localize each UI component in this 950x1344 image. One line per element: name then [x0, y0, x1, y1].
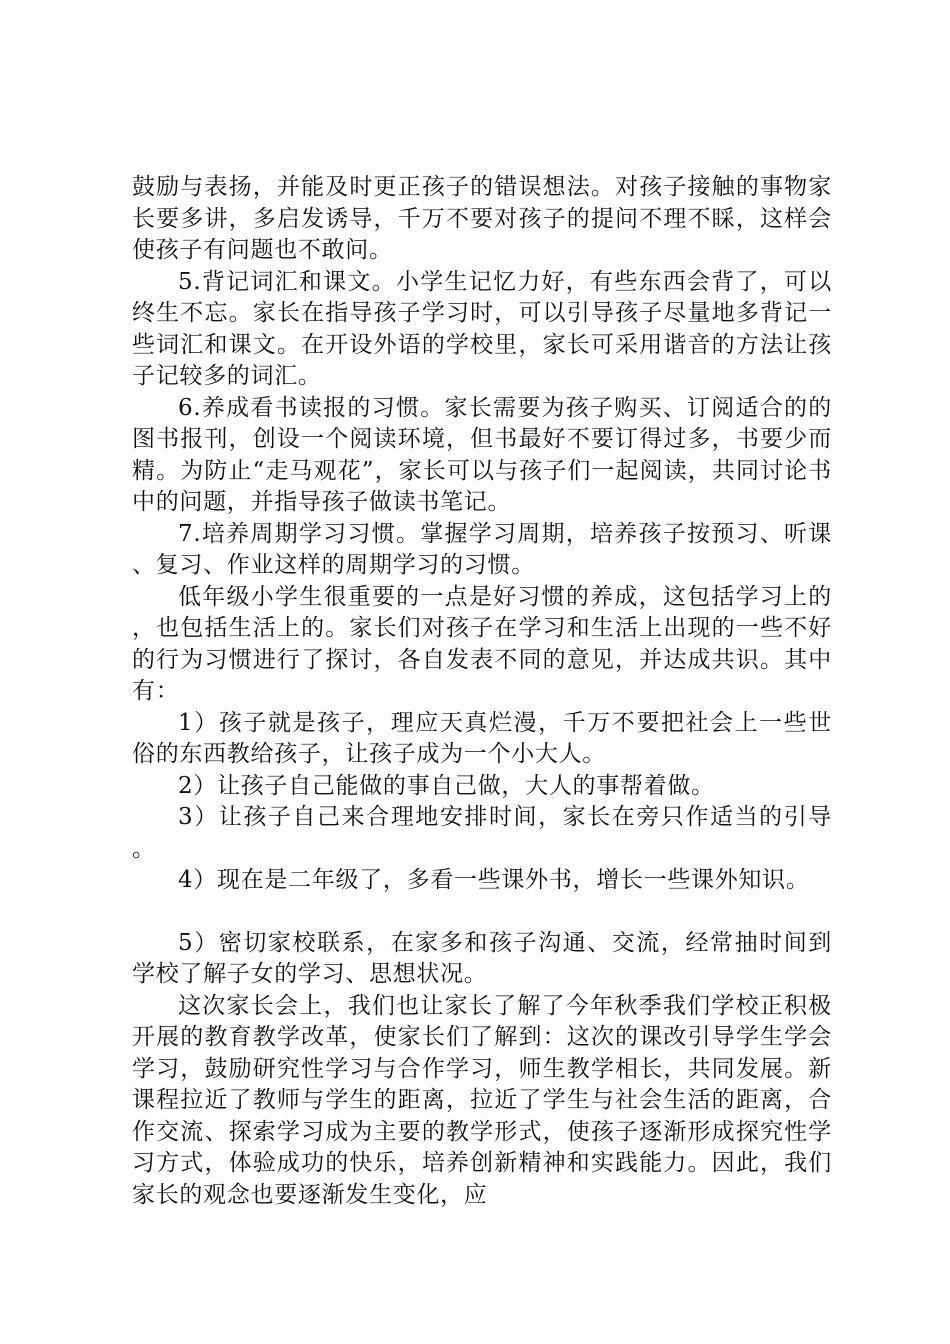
- paragraph-habits-intro: 低年级小学生很重要的一点是好习惯的养成，这包括学习上的，也包括生活上的。家长们对孩子在学习和生活上出现的一些不好的行为习惯进行了探讨，各自发表不同的意见，并达成共识。其中有：: [132, 583, 832, 704]
- paragraph-consensus-4: 4）现在是二年级了，多看一些课外书，增长一些课外知识。: [178, 867, 810, 893]
- paragraph-continuation: 鼓励与表扬，并能及时更正孩子的错误想法。对孩子接触的事物家长要多讲，多启发诱导，千万不要对孩子的提问不理不睬，这样会使孩子有问题也不敢问。: [132, 174, 832, 263]
- blank-line: [132, 897, 832, 928]
- paragraph-item-7: 7.培养周期学习习惯。掌握学习周期，培养孩子按预习、听课、复习、作业这样的周期学习的习惯。: [132, 520, 832, 578]
- paragraph-consensus-2: 2）让孩子自己能做的事自己做，大人的事帮着做。: [178, 772, 715, 799]
- paragraph-consensus-3: 3）让孩子自己来合理地安排时间，家长在旁只作适当的引导。: [132, 804, 832, 862]
- paragraph-item-6: 6.养成看书读报的习惯。家长需要为孩子购买、订阅适合的的图书报刊，创设一个阅读环境，但书最好不要订得过多，书要少而精。为防止“走马观花”，家长可以与孩子们一起阅读，共同讨论书中的问题，并指导孩子做读书笔记。: [132, 394, 832, 515]
- paragraph-reform: 这次家长会上，我们也让家长了解了今年秋季我们学校正积极开展的教育教学改革，使家长们了解到：这次的课改引导学生学会学习，鼓励研究性学习与合作学习，师生教学相长，共同发展。新课程拉近了教师与学生的距离，拉近了学生与社会生活的距离，合作交流、探索学习成为主要的教学形式，使孩子逐渐形成探究性学习方式，体验成功的快乐，培养创新精神和实践能力。因此，我们家长的观念也要逐渐发生变化，应: [132, 992, 832, 1208]
- paragraph-consensus-1: 1）孩子就是孩子，理应天真烂漫，千万不要把社会上一些世俗的东西教给孩子，让孩子成为一个小大人。: [132, 709, 832, 767]
- paragraph-consensus-5: 5）密切家校联系，在家多和孩子沟通、交流，经常抽时间到学校了解子女的学习、思想状况。: [132, 929, 832, 987]
- paragraph-item-5: 5.背记词汇和课文。小学生记忆力好，有些东西会背了，可以终生不忘。家长在指导孩子学习时，可以引导孩子尽量地多背记一些词汇和课文。在开设外语的学校里，家长可采用谐音的方法让孩子记较多的词汇。: [132, 268, 832, 389]
- document-body: [132, 172, 832, 1211]
